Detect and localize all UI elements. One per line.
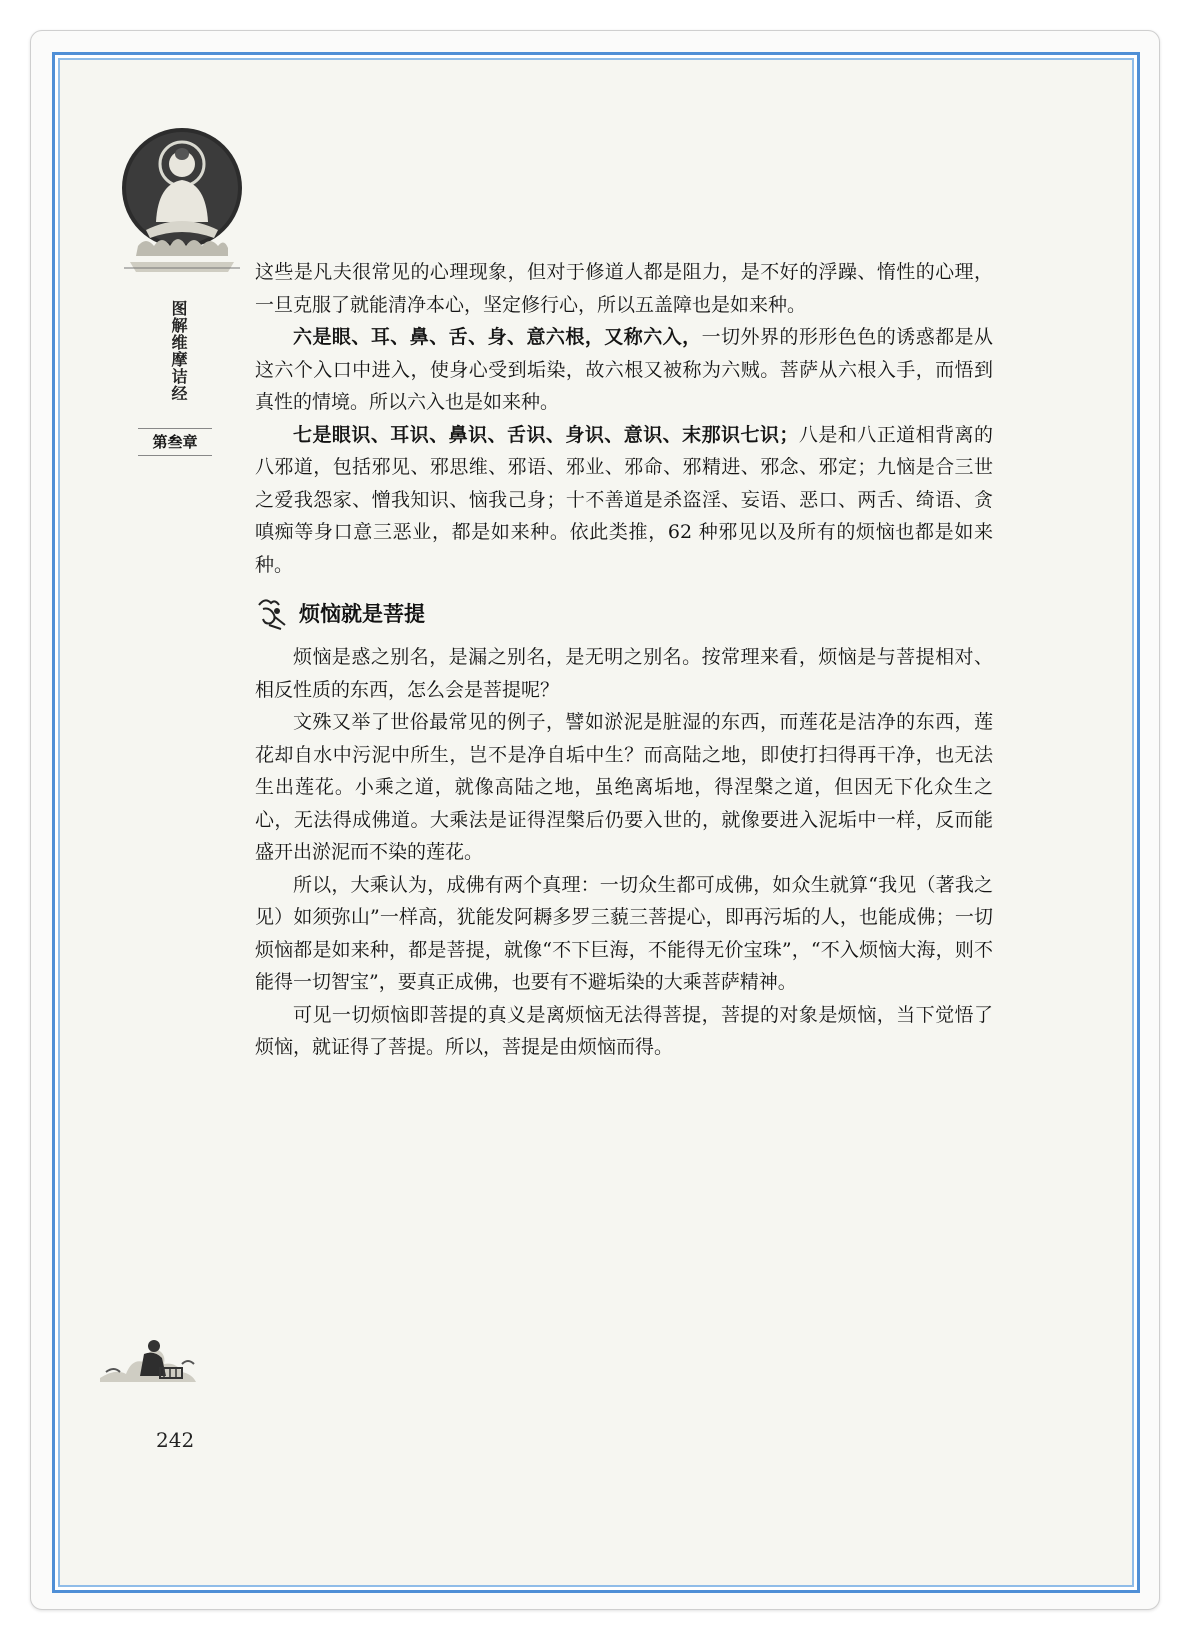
paragraph-bold-lead: 七是眼识、耳识、鼻识、舌识、身识、意识、末那识七识； [293,423,799,446]
main-content [255,256,993,1064]
buddha-medallion-icon [116,126,248,278]
paragraph-p2 [255,321,993,419]
page-number: 242 [156,1428,195,1452]
section-heading [255,595,993,635]
rider-ornament-icon [255,595,291,631]
chapter-tag: 第叁章 [138,428,212,456]
section-paragraph-s2: 文殊又举了世俗最常见的例子，譬如淤泥是脏湿的东西，而莲花是洁净的东西，莲花却自水中污泥中所生，岂不是净自垢中生？而高陆之地，即使打扫得再干净，也无法生出莲花。小乘之道，就像高陆之地，虽绝离垢地，得涅槃之道，但因无下化众生之心，无法得成佛道。大乘法是证得涅槃后仍要入世的，就像要进入泥垢中一样，反而能盛开出淤泥而不染的莲花。 [255,711,993,863]
monk-scholar-icon [96,1328,200,1386]
section-paragraph-s3: 所以，大乘认为，成佛有两个真理：一切众生都可成佛，如众生就算“我见（著我之见）如须弥山”一样高，犹能发阿耨多罗三藐三菩提心，即再污垢的人，也能成佛；一切烦恼都是如来种，都是菩提，就像“不下巨海，不能得无价宝珠”，“不入烦恼大海，则不能得一切智宝”，要真正成佛，也要有不避垢染的大乘菩萨精神。 [255,873,993,993]
paragraph-p1 [255,256,993,321]
paragraph-bold-lead: 六是眼、耳、鼻、舌、身、意六根，又称六入， [293,326,702,348]
section-paragraph-s4: 可见一切烦恼即菩提的真义是离烦恼无法得菩提，菩提的对象是烦恼，当下觉悟了烦恼，就证得了菩提。所以，菩提是由烦恼而得。 [255,1003,993,1058]
paragraph-text: 八是和八正道相背离的八邪道，包括邪见、邪思维、邪语、邪业、邪命、邪精进、邪念、邪定；九恼是合三世之爱我怨家、憎我知识、恼我己身；十不善道是杀盗淫、妄语、恶口、两舌、绮语、贪嗔痴等身口意三恶业，都是如来种。依此类推，62 种邪见以及所有的烦恼也都是如来种。 [255,423,993,576]
section-title: 烦恼就是菩提 [299,602,425,626]
section-paragraph-s1: 烦恼是惑之别名，是漏之别名，是无明之别名。按常理来看，烦恼是与菩提相对、相反性质的东西，怎么会是菩提呢？ [255,646,993,701]
paragraph-p3 [255,419,993,582]
paragraph-text: 一切外界的形形色色的诱惑都是从这六个入口中进入，使身心受到垢染，故六根又被称为六贼。菩萨从六根入手，而悟到真性的情境。所以六入也是如来种。 [255,326,993,413]
book-title-vertical: 图解维摩诘经 [169,300,188,402]
paragraph-text: 这些是凡夫很常见的心理现象，但对于修道人都是阻力，是不好的浮躁、惰性的心理，一旦克服了就能清净本心，坚定修行心，所以五盖障也是如来种。 [255,261,993,316]
